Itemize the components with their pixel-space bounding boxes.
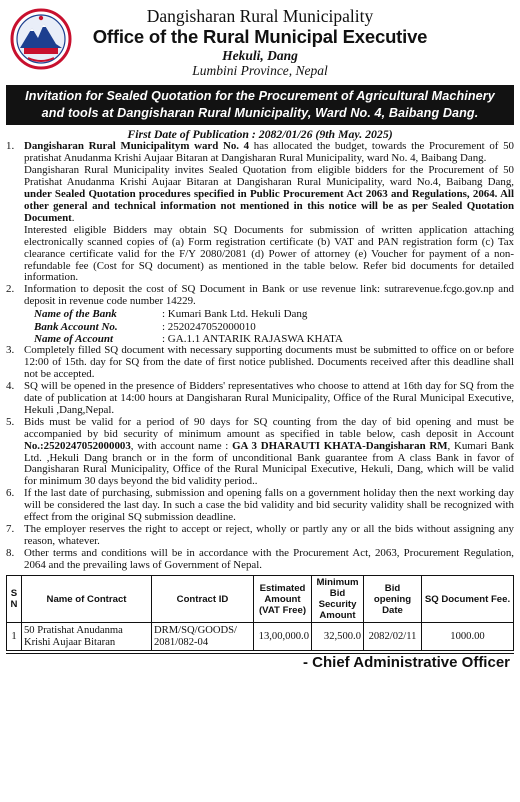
bank-account-row	[6, 321, 514, 333]
banner-line-1: Invitation for Sealed Quotation for the Procurement of Agricultural Machinery	[25, 89, 495, 103]
paragraph: SQ will be opened in the presence of Bidders' representatives who choose to attend at 16th day for SQ from the date of publication at 14:00 hours at Dangisharan Rural Municipality, Office of the Rural Municipal Executive, Hekuli ,Dang,Nepal.	[24, 379, 514, 416]
bank-name-value: : Kumari Bank Ltd. Hekuli Dang	[162, 308, 308, 321]
bank-account-label: Bank Account No.	[34, 320, 118, 333]
cell-bid-security: 32,500.0	[312, 623, 364, 651]
paragraph: Completely filled SQ document with necessary supporting documents must be submitted to office on or before 12:00 of 15th. day for SQ from the date of first notice published. Documents received after this deadline shall not be accepted.	[24, 343, 514, 380]
col-bid-security: Minimum Bid Security Amount	[312, 576, 364, 623]
office-name: Office of the Rural Municipal Executive	[92, 26, 428, 47]
notice-item-2	[6, 284, 514, 308]
text: , Kumari Bank Ltd. ,Hekuli Dang branch or in the form of unconditional Bank guarantee from A class Bank in favor of Dangisharan Rural Municipality, Office of the Rural Municipal Executive, Hekuli, Dang, which will be valid for minimum 30 days beyond the bid validity period..	[24, 439, 514, 488]
account-number: No.:2520247052000003	[24, 439, 131, 452]
notice-item-5	[6, 417, 514, 489]
bank-account-value: : 2520247052000010	[162, 320, 256, 333]
item-number: 5.	[6, 415, 15, 428]
account-name-label: Name of Account	[34, 332, 114, 345]
notice-title-banner	[6, 85, 514, 125]
col-contract-id: Contract ID	[152, 576, 254, 623]
letterhead	[6, 4, 514, 84]
notice-item-1	[6, 141, 514, 284]
item-number: 6.	[6, 487, 15, 500]
cell-estimated-amount: 13,00,000.0	[254, 623, 312, 651]
paragraph: Interested eligible Bidders may obtain SQ Documents for submission of written application attaching electronically scanned copies of (a) Form registration certificate (b) VAT and PAN registration form (c) Tax clearance certificate valid for the F/Y 2080/2081 (d) Power of attorney (e) Voucher for payment of a non-refundable fee (Cost for SQ document) as mentioned in the table below. Refer bid documents for detailed information.	[24, 223, 514, 284]
cell-sq-fee: 1000.00	[422, 623, 514, 651]
cell-contract-id: DRM/SQ/GOODS/ 2081/082-04	[152, 623, 254, 651]
account-name-value: : GA.1.1 ANTARIK RAJASWA KHATA	[162, 332, 343, 345]
col-sn: S N	[7, 576, 22, 623]
paragraph	[24, 141, 514, 165]
municipality-name: Dangisharan Rural Municipality	[146, 6, 374, 26]
text: .	[71, 211, 75, 224]
paragraph: Other terms and conditions will be in accordance with the Procurement Act, 2063, Procurement Regulation, 2064 and the prevailing laws of Government of Nepal.	[24, 547, 514, 572]
paragraph	[24, 417, 514, 489]
paragraph: Information to deposit the cost of SQ Document in Bank or use revenue link: sutrarevenue.fcgo.gov.np and deposit in revenue code number 14229.	[24, 283, 514, 308]
banner-line-2: and tools at Dangisharan Rural Municipality, Ward No. 4, Baibang Dang.	[41, 106, 479, 120]
text: , with account name :	[130, 439, 233, 452]
paragraph	[24, 165, 514, 225]
text: Dangisharan Rural Municipality invites Sealed Quotation from eligible bidders for the Procurement of 50 Pratishat Anudanma Krishi Aujaar Bitaran at Dangisharan Rural Municipality, ward No.4, Baibang Dang,	[24, 163, 514, 188]
publication-date: First Date of Publication : 2082/01/26 (9th May. 2025)	[127, 127, 393, 141]
item-number: 4.	[6, 379, 15, 392]
table-header-row	[7, 576, 514, 623]
col-opening-date: Bid opening Date	[364, 576, 422, 623]
item-number: 3.	[6, 343, 15, 356]
col-sq-fee: SQ Document Fee.	[422, 576, 514, 623]
col-contract-name: Name of Contract	[22, 576, 152, 623]
municipality-emblem-icon	[10, 8, 72, 70]
bold-text: under Sealed Quotation procedures specified in Public Procurement Act 2063 and Regulations, 2064. All other general and technical information not mentioned in this notice will be as per Sealed Quotation Document	[24, 187, 514, 224]
paragraph: The employer reserves the right to accept or reject, wholly or partly any or all the bids without assigning any reason, whatever.	[24, 523, 514, 548]
item-number: 8.	[6, 547, 15, 560]
item-number: 7.	[6, 523, 15, 536]
cell-contract-name: 50 Pratishat Anudanma Krishi Aujaar Bitaran	[22, 623, 152, 651]
bold-text: Dangisharan Rural Municipalitym ward No. 4	[24, 140, 250, 152]
notice-item-8	[6, 548, 514, 572]
notice-item-6	[6, 488, 514, 524]
text: Bids must be valid for a period of 90 days for SQ counting from the day of bid opening and must be accompanied by bid security of minimum amount as specified in table below, cash deposit in Account	[24, 415, 514, 440]
cell-opening-date: 2082/02/11	[364, 623, 422, 651]
notice-item-7	[6, 524, 514, 548]
office-location: Hekuli, Dang	[222, 48, 298, 63]
province: Lumbini Province, Nepal	[192, 63, 328, 78]
notice-body	[6, 141, 514, 572]
contract-table	[6, 575, 514, 651]
item-number: 2.	[6, 283, 15, 296]
signatory: - Chief Administrative Officer	[6, 653, 514, 672]
bank-name-label: Name of the Bank	[34, 308, 117, 321]
notice-item-3	[6, 345, 514, 381]
bank-name-row	[6, 308, 514, 320]
cell-sn: 1	[7, 623, 22, 651]
table-row	[7, 623, 514, 651]
account-name: GA 3 DHARAUTI KHATA-Dangisharan RM	[232, 439, 448, 452]
item-number: 1.	[6, 140, 15, 152]
col-estimated-amount: Estimated Amount (VAT Free)	[254, 576, 312, 623]
text: has allocated the budget, towards the Procurement of 50 pratishat Anudanma Krishi Aujaar Bitaran at Dangisharan Rural Municipality, ward No. 4, Baibang Dang.	[24, 140, 514, 164]
notice-item-4	[6, 381, 514, 417]
paragraph: If the last date of purchasing, submission and opening falls on a government holiday then the next working day will be considered the last day. In such a case the bid validity and bid security validity shall be recognized with effect from the original SQ submission deadline.	[24, 487, 514, 524]
